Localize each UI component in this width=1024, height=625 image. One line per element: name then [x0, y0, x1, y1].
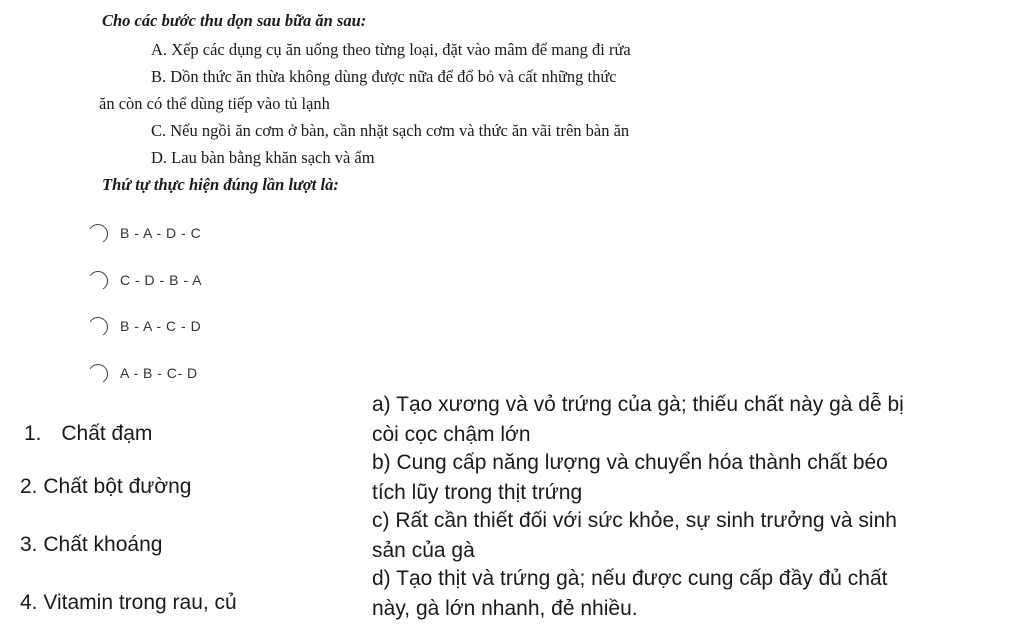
step-a: A. Xếp các dụng cụ ăn uống theo từng loại, đặt vào mâm để mang đi rửa — [151, 40, 631, 59]
radio-icon[interactable] — [92, 363, 110, 383]
left-item-number: 4. — [20, 591, 38, 614]
option-label: C - D - B - A — [120, 272, 202, 288]
left-item-4 — [20, 591, 237, 615]
radio-icon[interactable] — [92, 316, 110, 336]
step-b-line2: ăn còn có thể dùng tiếp vào tủ lạnh — [99, 94, 330, 113]
left-item-text: Chất đạm — [61, 422, 153, 445]
right-item-b-line2: tích lũy trong thịt trứng — [372, 481, 583, 504]
answer-option-1[interactable] — [92, 221, 201, 245]
answer-option-2[interactable] — [92, 268, 202, 292]
question-title: Cho các bước thu dọn sau bữa ăn sau: — [102, 11, 367, 30]
left-item-text: Chất bột đường — [43, 475, 192, 498]
right-item-d-line2: này, gà lớn nhanh, đẻ nhiều. — [372, 597, 638, 620]
left-item-1 — [24, 422, 152, 446]
right-item-b-line1: b) Cung cấp năng lượng và chuyển hóa thành chất béo — [372, 451, 888, 474]
left-item-number: 2. — [20, 475, 38, 498]
left-item-3 — [20, 533, 162, 557]
right-item-c-line2: sản của gà — [372, 539, 475, 562]
right-item-d-line1: d) Tạo thịt và trứng gà; nếu được cung cấp đầy đủ chất — [372, 567, 888, 590]
left-item-number: 1. — [24, 422, 42, 445]
answer-option-4[interactable] — [92, 361, 198, 385]
right-item-a-line1: a) Tạo xương và vỏ trứng của gà; thiếu chất này gà dễ bị — [372, 393, 904, 416]
left-item-2 — [20, 475, 191, 499]
step-d: D. Lau bàn bằng khăn sạch và ẩm — [151, 148, 375, 167]
option-label: B - A - C - D — [120, 318, 202, 334]
option-label: A - B - C- D — [120, 365, 198, 381]
radio-icon[interactable] — [92, 270, 110, 290]
right-item-c-line1: c) Rất cần thiết đối với sức khỏe, sự sinh trưởng và sinh — [372, 509, 897, 532]
radio-icon[interactable] — [92, 223, 110, 243]
left-item-number: 3. — [20, 533, 38, 556]
option-label: B - A - D - C — [120, 225, 202, 241]
left-item-text: Vitamin trong rau, củ — [43, 591, 237, 614]
step-c: C. Nếu ngồi ăn cơm ở bàn, cần nhặt sạch cơm và thức ăn vãi trên bàn ăn — [151, 121, 630, 140]
step-b-line1: B. Dồn thức ăn thừa không dùng được nữa để đổ bỏ và cất những thức — [151, 67, 617, 86]
answer-option-3[interactable] — [92, 314, 201, 338]
left-item-text: Chất khoáng — [43, 533, 163, 556]
right-item-a-line2: còi cọc chậm lớn — [372, 423, 531, 446]
question-prompt: Thứ tự thực hiện đúng lần lượt là: — [102, 175, 339, 194]
